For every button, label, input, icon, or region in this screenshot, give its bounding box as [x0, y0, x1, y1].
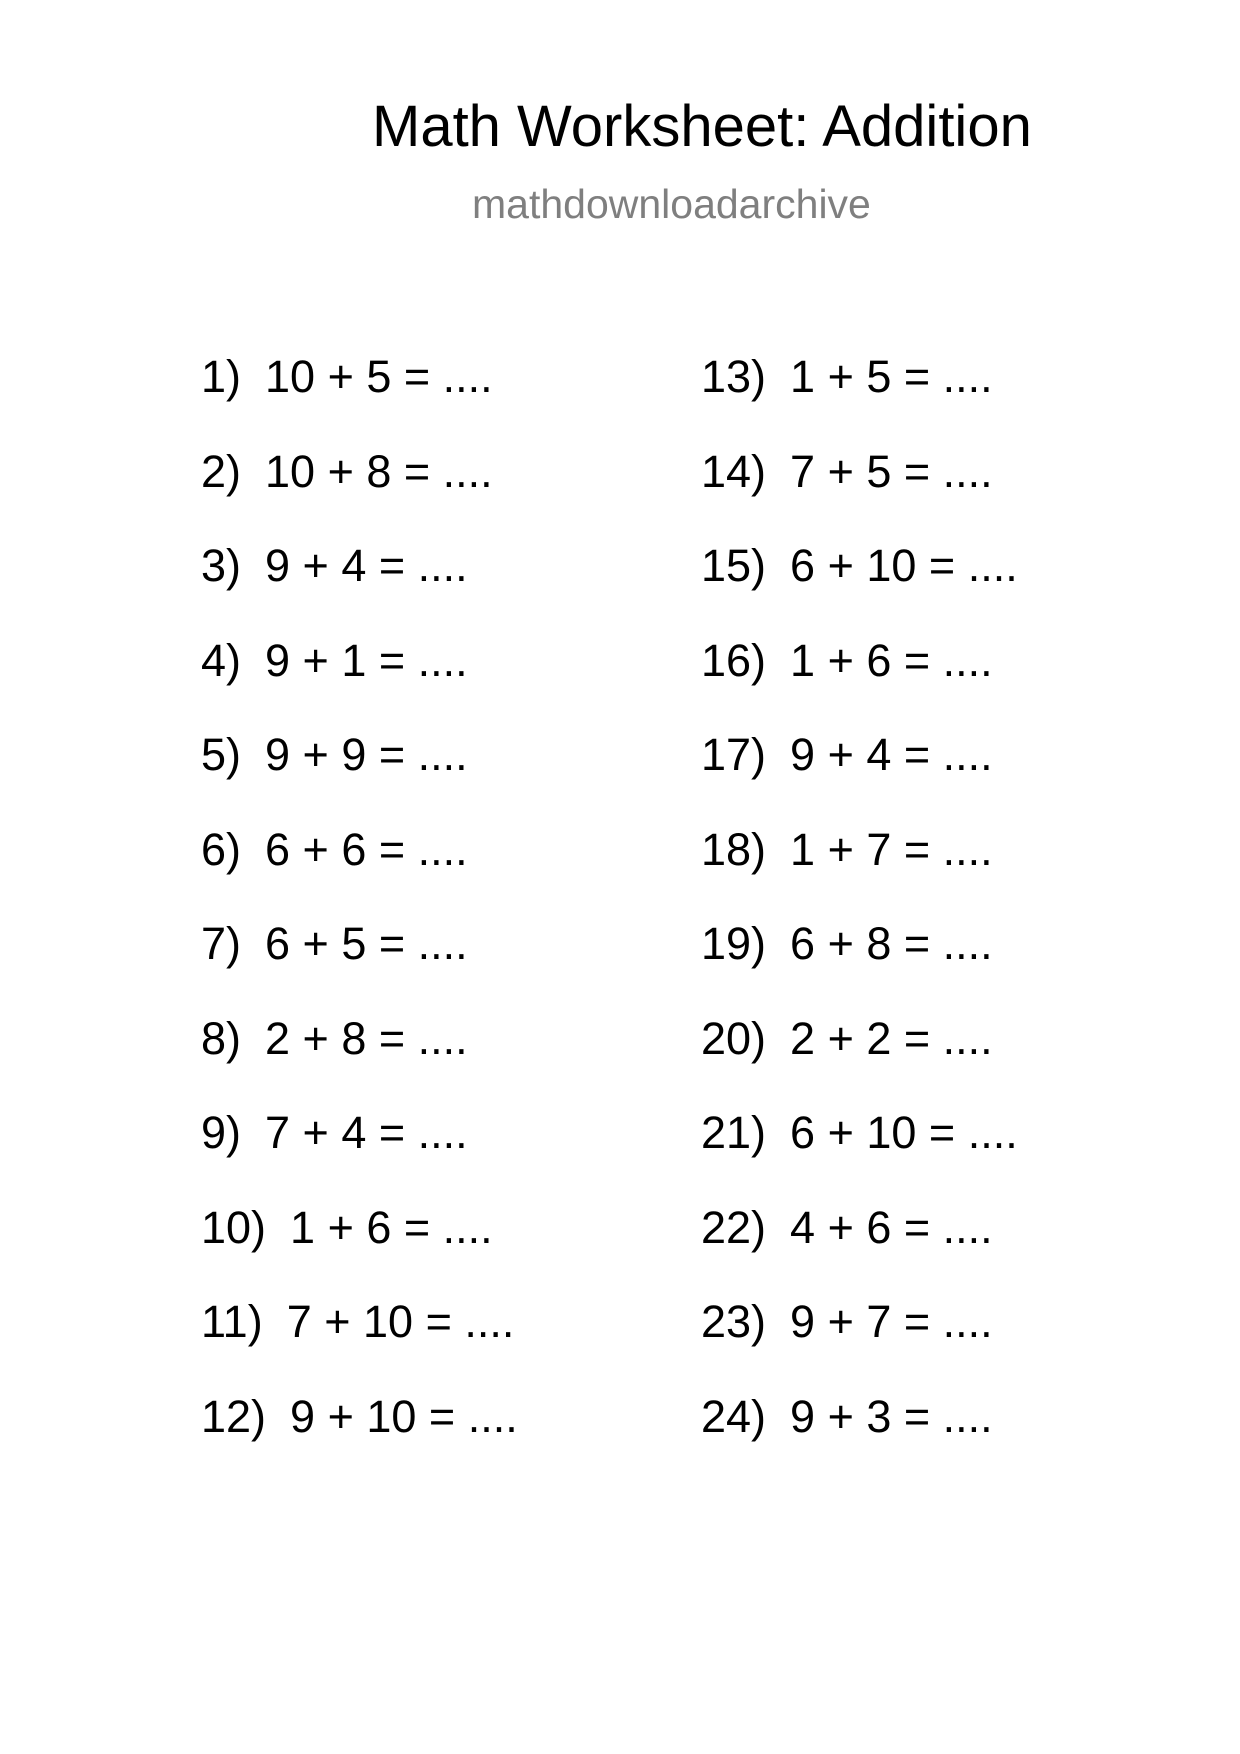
problem-item	[201, 540, 468, 591]
problem-item	[201, 1107, 468, 1158]
problem-expression: 7 + 5 = ....	[790, 445, 993, 497]
problem-item	[701, 445, 993, 497]
problem-item	[701, 918, 993, 969]
problem-number: 9)	[201, 1107, 242, 1158]
problem-item	[701, 1201, 993, 1253]
problem-number: 11)	[201, 1296, 263, 1347]
problem-item	[201, 729, 468, 780]
problem-number: 8)	[201, 1012, 242, 1064]
problem-expression: 2 + 8 = ....	[265, 1012, 468, 1064]
problem-number: 1)	[201, 351, 242, 402]
problem-expression: 9 + 4 = ....	[790, 729, 993, 780]
problem-item	[701, 634, 993, 686]
problem-number: 3)	[201, 540, 242, 591]
problem-item	[201, 1201, 493, 1253]
page-title: Math Worksheet: Addition	[372, 94, 1032, 159]
problem-number: 17)	[701, 729, 767, 780]
problem-expression: 7 + 4 = ....	[265, 1107, 468, 1158]
problem-expression: 10 + 8 = ....	[265, 445, 493, 497]
problem-number: 14)	[701, 445, 767, 497]
problem-item	[201, 1296, 515, 1347]
problem-expression: 9 + 10 = ....	[290, 1390, 518, 1442]
problem-number: 10)	[201, 1201, 267, 1253]
problem-number: 5)	[201, 729, 242, 780]
problem-expression: 9 + 7 = ....	[790, 1296, 993, 1347]
problem-number: 15)	[701, 540, 767, 591]
problem-expression: 9 + 4 = ....	[265, 540, 468, 591]
problem-expression: 6 + 8 = ....	[790, 918, 993, 969]
problem-number: 18)	[701, 823, 767, 875]
problem-item	[201, 351, 493, 402]
problem-expression: 4 + 6 = ....	[790, 1201, 993, 1253]
problem-number: 13)	[701, 351, 767, 402]
problem-item	[701, 540, 1018, 591]
problem-item	[701, 1296, 993, 1347]
problem-number: 23)	[701, 1296, 767, 1347]
problem-number: 24)	[701, 1390, 767, 1442]
problem-expression: 9 + 9 = ....	[265, 729, 468, 780]
problem-number: 22)	[701, 1201, 767, 1253]
problem-item	[201, 918, 468, 969]
problem-number: 2)	[201, 445, 242, 497]
problem-expression: 6 + 10 = ....	[790, 540, 1018, 591]
problem-expression: 9 + 3 = ....	[790, 1390, 993, 1442]
problem-item	[701, 823, 993, 875]
problem-expression: 6 + 10 = ....	[790, 1107, 1018, 1158]
problem-item	[201, 1390, 518, 1442]
problem-expression: 1 + 5 = ....	[790, 351, 993, 402]
problem-item	[201, 823, 468, 875]
problem-expression: 1 + 7 = ....	[790, 823, 993, 875]
problem-item	[701, 351, 993, 402]
problem-expression: 9 + 1 = ....	[265, 634, 468, 686]
problem-number: 6)	[201, 823, 242, 875]
problem-item	[701, 729, 993, 780]
problem-expression: 7 + 10 = ....	[286, 1296, 515, 1347]
problem-number: 7)	[201, 918, 242, 969]
problem-expression: 10 + 5 = ....	[265, 351, 493, 402]
problem-item	[201, 634, 468, 686]
problem-expression: 2 + 2 = ....	[790, 1012, 993, 1064]
problem-number: 12)	[201, 1390, 267, 1442]
problem-expression: 1 + 6 = ....	[290, 1201, 493, 1253]
page-subtitle: mathdownloadarchive	[472, 181, 871, 227]
problem-number: 21)	[701, 1107, 767, 1158]
problem-item	[701, 1390, 993, 1442]
problem-number: 19)	[701, 918, 767, 969]
problem-expression: 6 + 5 = ....	[265, 918, 468, 969]
problem-number: 20)	[701, 1012, 767, 1064]
problem-item	[701, 1107, 1018, 1158]
problem-item	[701, 1012, 993, 1064]
problem-number: 16)	[701, 634, 767, 686]
problem-expression: 6 + 6 = ....	[265, 823, 468, 875]
problem-number: 4)	[201, 634, 242, 686]
problem-item	[201, 445, 493, 497]
problem-expression: 1 + 6 = ....	[790, 634, 993, 686]
problem-item	[201, 1012, 468, 1064]
